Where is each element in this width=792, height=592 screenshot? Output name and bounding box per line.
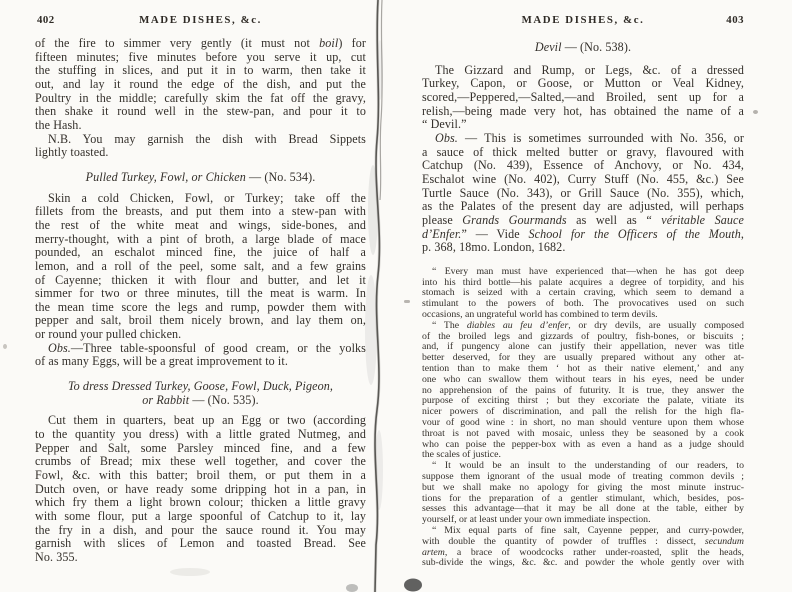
- text-line: simmer for two or three minutes, till the meat is warm. In: [35, 286, 366, 301]
- text-line: no apprehension of the pains of futurity. It is true, they answer the: [422, 384, 744, 396]
- text-line: Pulled Turkey, Fowl, or Chicken — (No. 534).: [85, 169, 316, 184]
- paragraph: [422, 132, 744, 255]
- text-line: occasions, an ungrateful world has combined to term devils.: [422, 309, 658, 321]
- text-line: of as many Eggs, will be a great improvement to it.: [35, 354, 288, 369]
- text-line: “ It would be an insult to the understanding of our readers, to: [432, 460, 744, 472]
- text-line: to the quantity you dress) with a little grated Nutmeg, and: [35, 427, 366, 442]
- page-number-right: 403: [726, 14, 744, 26]
- running-title-left: MADE DISHES, &c.: [139, 14, 262, 26]
- text-line: the stuffing in slices, and put it in to warm, then take it: [35, 63, 366, 78]
- left-page-body: [35, 37, 366, 565]
- text-line: pounded, an eschalot minced fine, the juice of half a: [35, 245, 366, 260]
- text-line: pepper and salt, broil them nicely brown, and lay them on,: [35, 313, 366, 328]
- text-line: which fry them a light brown colour; thicken a little gravy: [35, 495, 366, 510]
- text-line: lightly toasted.: [35, 145, 109, 160]
- text-line: the rest of the white meat and wings, side-bones, and: [35, 217, 366, 232]
- text-line: sesses this advantage—that it may be all done at the table, either by: [422, 503, 744, 515]
- text-line: To dress Dressed Turkey, Goose, Fowl, Duck, Pigeon,: [67, 379, 334, 394]
- text-line: a sauce of thick melted butter or gravy, flavoured with: [422, 144, 744, 159]
- text-line: one who can swallow them without tears in his eyes, need be under: [422, 373, 744, 385]
- text-line: Obs.—Three table-spoonsful of good cream, or the yolks: [48, 340, 366, 355]
- text-line: of the broiled legs and gizzards of poultry, fish-bones, or biscuits ;: [422, 330, 744, 342]
- recipe-heading: [35, 171, 366, 185]
- text-line: “ Mix equal parts of fine salt, Cayenne pepper, and curry-powder,: [432, 524, 744, 536]
- page-number-left: 402: [37, 14, 55, 26]
- running-title-right: MADE DISHES, &c.: [521, 14, 645, 26]
- text-line: stomach is seized with a certain craving, which seem to demand a: [422, 287, 744, 299]
- text-line: No. 355.: [35, 549, 78, 564]
- paragraph: [35, 414, 366, 564]
- text-line: Cut them in quarters, beat up an Egg or two (according: [48, 413, 366, 428]
- scan-speck: [3, 344, 7, 349]
- text-line: artem, a brace of woodcocks rather under-roasted, split the heads,: [422, 546, 744, 558]
- text-line: lemon, and a roll of the peel, some salt, and a few grains: [35, 258, 366, 273]
- text-line: fillets from the breasts, and put them into a stew-pan with: [35, 204, 366, 219]
- text-line: nicer powers of discrimination, and pall the relish for the high fla-: [422, 406, 744, 418]
- text-line: sub-divide the wings, &c. &c. and powder the whole gently over with: [422, 557, 744, 569]
- text-line: relish,—being made very hot, has obtained the name of a: [422, 103, 744, 118]
- text-line: with double the quantity of powder of truffles : dissect, secundum: [422, 535, 744, 547]
- text-line: who can poise the pepper-box with as even a hand as a judge should: [422, 438, 744, 450]
- text-line: but we shall make no apology for giving the most minute instruc-: [422, 481, 744, 493]
- text-line: better deserved, for they are usually prepared without any other at-: [422, 352, 744, 364]
- text-line: Poultry in the middle; carefully skim the fat off the gravy,: [35, 90, 366, 105]
- text-line: garnish with slices of Lemon and toasted Bread. See: [35, 536, 366, 551]
- text-line: the mean time score the legs and rump, powder them with: [35, 299, 366, 314]
- text-line: vour of good wine : in short, no man should venture upon them whose: [422, 417, 744, 428]
- text-line: Catchup (No. 439), Essence of Anchovy, or No. 434,: [422, 158, 744, 173]
- text-line: suppose them ignorant of the usual mode of treating common devils ;: [422, 470, 744, 482]
- scan-speck: [753, 110, 758, 114]
- footnote-paragraph: [422, 321, 744, 461]
- text-line: with some flour, put a large spoonful of Catchup to it, lay: [35, 509, 366, 523]
- text-line: Skin a cold Chicken, Fowl, or Turkey; take off the: [48, 190, 366, 205]
- text-line: Eschalot wine (No. 402), Curry Stuff (No. 455, &c.) See: [422, 171, 744, 186]
- text-line: and, if pungency alone can justify their appellation, never was title: [422, 341, 744, 353]
- right-page-body: [422, 41, 744, 569]
- paragraph: [35, 37, 366, 133]
- text-line: The Gizzard and Rump, or Legs, &c. of a dressed: [435, 62, 744, 77]
- text-line: Turtle Sauce (No. 343), or Grill Sauce (No. 355), which,: [422, 185, 744, 200]
- paragraph: [35, 342, 366, 369]
- text-line: merry-thought, with a pint of broth, a large blade of mace: [35, 231, 366, 246]
- footnote-paragraph: [422, 267, 744, 321]
- text-line: yourself, or at least under your own immediate inspection.: [422, 514, 651, 526]
- page-header-left: [35, 14, 366, 28]
- text-line: out, and lay it round the edge of the dish, and put the: [35, 76, 366, 91]
- recipe-heading: [422, 41, 744, 55]
- text-line: Turkey, Capon, or Goose, or Mutton or Veal Kidney,: [422, 76, 744, 91]
- page-header-right: [422, 14, 744, 28]
- text-line: throat is not paved with mosaic, unless they be seasoned by a cook: [422, 427, 744, 439]
- text-line: then shake it round well in the stew-pan, and pour it to: [35, 104, 366, 119]
- text-line: of the fire to simmer very gently (it must not boil) for: [35, 36, 367, 50]
- footnote-paragraph: [422, 526, 744, 569]
- text-line: purpose of exciting thirst ; but they excoriate the palate, vitiate its: [422, 395, 744, 407]
- text-line: p. 368, 18mo. London, 1682.: [422, 240, 566, 255]
- text-line: as the Palates of the present day are adjusted, will perhaps: [422, 199, 744, 214]
- paragraph: [422, 64, 744, 132]
- footnote-paragraph: [422, 461, 744, 526]
- text-line: tention than to make them ‘ hot as their native element,’ and any: [422, 363, 744, 375]
- page-right: [396, 0, 792, 592]
- text-line: Devil — (No. 538).: [534, 40, 632, 54]
- text-line: d’Enfer.” — Vide School for the Officers of the Mouth,: [422, 226, 745, 241]
- text-line: or Rabbit — (No. 535).: [142, 392, 259, 407]
- text-line: tions for the preparation of a gentler stimulant, which, besides, pos-: [422, 492, 744, 504]
- text-line: “ Every man must have experienced that—when he has got deep: [432, 265, 744, 277]
- text-line: the scales of justice.: [422, 449, 501, 461]
- scan-smudge: [170, 568, 210, 576]
- recipe-heading: [35, 380, 366, 407]
- text-line: Fowl, &c. with this batter; broil them, or put them in a: [35, 468, 366, 483]
- text-line: the Hash.: [35, 117, 82, 132]
- text-line: stimulant to the powers of both. The provocatives used on such: [422, 298, 744, 310]
- text-line: fifteen minutes; five minutes before you serve it up, cut: [35, 49, 366, 64]
- paragraph: [35, 133, 366, 160]
- text-line: Dutch oven, or have ready some dripping hot in a pan, in: [35, 481, 366, 496]
- text-line: Obs. — This is sometimes surrounded with No. 356, or: [435, 130, 744, 145]
- text-line: “ The diables au feu d’enfer, or dry devils, are usually composed: [432, 319, 744, 331]
- book-gutter-shadow: [333, 0, 423, 592]
- text-line: or round your pulled chicken.: [35, 327, 182, 342]
- text-line: scored,—Peppered,—Salted,—and Broiled, sent up for a: [422, 89, 744, 104]
- text-line: “ Devil.”: [422, 117, 467, 132]
- text-line: into his third bottle—his palate acquires a degree of torpidity, and his: [422, 276, 744, 288]
- text-line: N.B. You may garnish the dish with Bread Sippets: [48, 131, 366, 146]
- text-line: Pepper and Salt, some Parsley minced fine, and a few: [35, 440, 366, 455]
- text-line: please Grands Gourmands as well as “ véritable Sauce: [422, 212, 744, 227]
- paragraph: [35, 192, 366, 342]
- scan-speck: [404, 300, 410, 303]
- text-line: the fry in a dish, and pour the sauce round it. You may: [35, 522, 366, 537]
- text-line: of Cayenne; thicken it with flour and butter, and let it: [35, 272, 366, 287]
- text-line: crumbs of Bread; mix these well together, and cover the: [35, 454, 366, 469]
